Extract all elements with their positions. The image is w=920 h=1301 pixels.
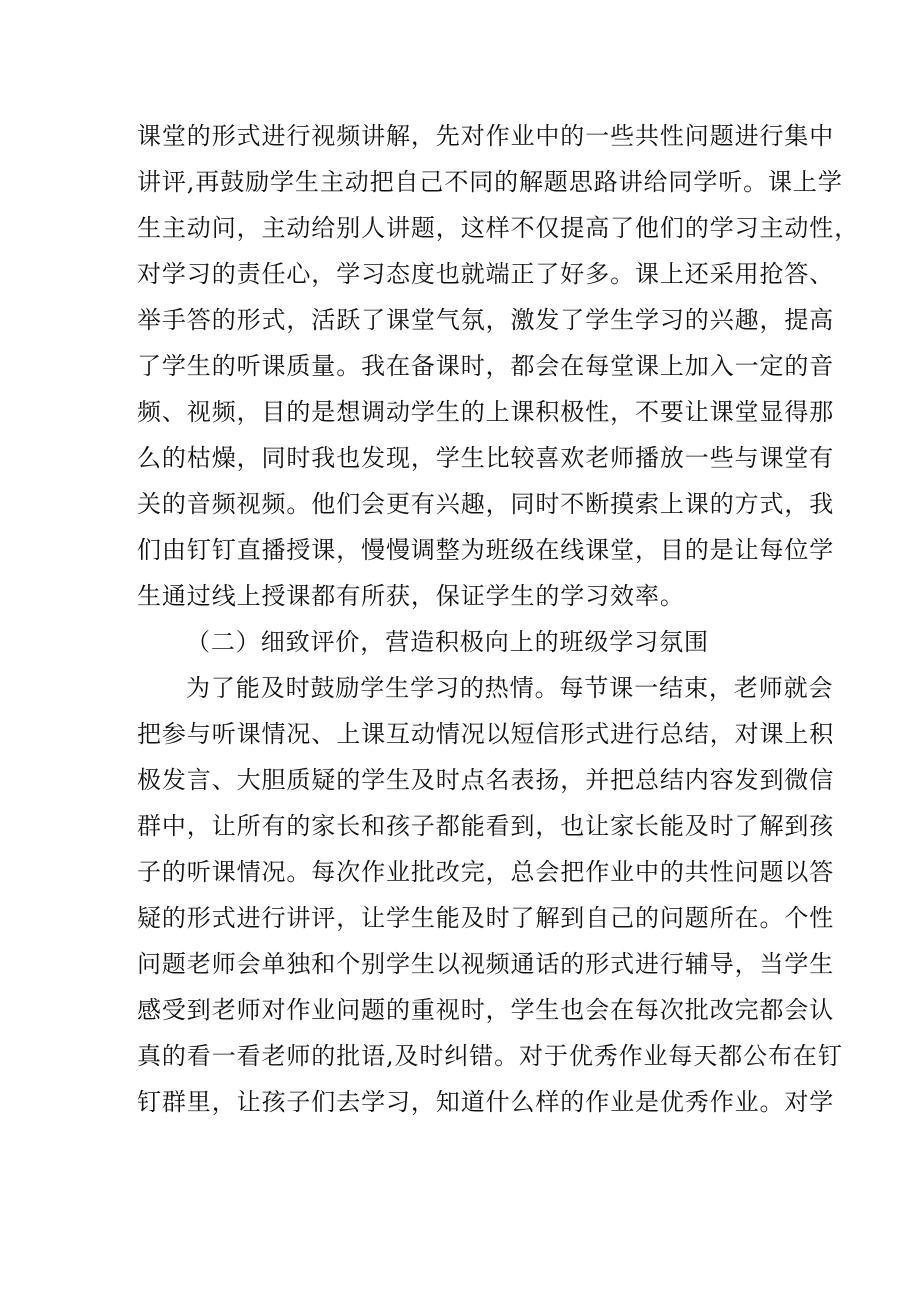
paragraph-2-line-2: 把参与听课情况、上课互动情况以短信形式进行总结，对课上积 xyxy=(137,720,835,748)
paragraph-1-line-4: 对学习的责任心，学习态度也就端正了好多。课上还采用抢答、 xyxy=(137,260,835,288)
section-heading: （二）细致评价，营造积极向上的班级学习氛围 xyxy=(186,628,709,656)
paragraph-1-line-6: 了学生的听课质量。我在备课时，都会在每堂课上加入一定的音 xyxy=(137,352,835,380)
paragraph-1-line-7: 频、视频，目的是想调动学生的上课积极性，不要让课堂显得那 xyxy=(137,398,835,426)
paragraph-1-line-5: 举手答的形式，活跃了课堂气氛，激发了学生学习的兴趣，提高 xyxy=(137,306,835,334)
paragraph-2-line-7: 问题老师会单独和个别学生以视频通话的形式进行辅导，当学生 xyxy=(137,950,835,978)
paragraph-2-line-5: 子的听课情况。每次作业批改完，总会把作业中的共性问题以答 xyxy=(137,858,835,886)
paragraph-1-line-11: 生通过线上授课都有所获，保证学生的学习效率。 xyxy=(137,582,685,610)
paragraph-2-line-10: 钉群里，让孩子们去学习，知道什么样的作业是优秀作业。对学 xyxy=(137,1088,835,1116)
paragraph-1-line-3: 生主动问，主动给别人讲题，这样不仅提高了他们的学习主动性， xyxy=(137,214,860,242)
paragraph-1-line-2: 讲评,再鼓励学生主动把自己不同的解题思路讲给同学听。课上学 xyxy=(137,168,843,196)
paragraph-1-line-8: 么的枯燥，同时我也发现，学生比较喜欢老师播放一些与课堂有 xyxy=(137,444,835,472)
paragraph-1-line-10: 们由钉钉直播授课，慢慢调整为班级在线课堂，目的是让每位学 xyxy=(137,536,835,564)
paragraph-1-line-1: 课堂的形式进行视频讲解，先对作业中的一些共性问题进行集中 xyxy=(137,122,835,150)
paragraph-2-line-8: 感受到老师对作业问题的重视时，学生也会在每次批改完都会认 xyxy=(137,996,835,1024)
paragraph-2-line-6: 疑的形式进行讲评，让学生能及时了解到自己的问题所在。个性 xyxy=(137,904,835,932)
paragraph-2-line-4: 群中，让所有的家长和孩子都能看到，也让家长能及时了解到孩 xyxy=(137,812,835,840)
paragraph-1-line-9: 关的音频视频。他们会更有兴趣，同时不断摸索上课的方式，我 xyxy=(137,490,835,518)
paragraph-2-line-1: 为了能及时鼓励学生学习的热情。每节课一结束，老师就会 xyxy=(186,674,834,702)
paragraph-2-line-3: 极发言、大胆质疑的学生及时点名表扬，并把总结内容发到微信 xyxy=(137,766,835,794)
paragraph-2-line-9: 真的看一看老师的批语,及时纠错。对于优秀作业每天都公布在钉 xyxy=(137,1042,843,1070)
